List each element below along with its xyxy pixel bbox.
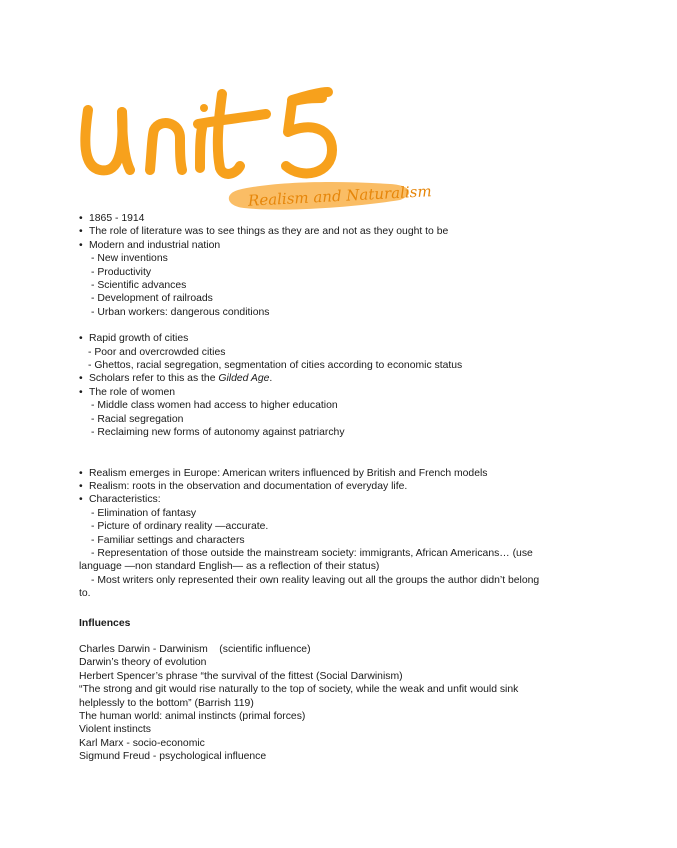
bullet-dates: • 1865 - 1914: [79, 212, 619, 225]
influence-evolution: Darwin’s theory of evolution: [79, 657, 207, 669]
influence-quote-line2: helplessly to the bottom” (Barrish 119): [79, 697, 254, 709]
unit-title: [85, 92, 332, 174]
influences-heading: Influences: [79, 617, 131, 629]
subitem-urban-workers: - Urban workers: dangerous conditions: [91, 306, 270, 318]
subitem-representation-line2: language —non standard English— as a reflection of their status): [79, 561, 380, 573]
subitem-fantasy: - Elimination of fantasy: [91, 507, 197, 519]
subitem-overcrowded-cities: - Poor and overcrowded cities: [88, 346, 226, 358]
subitem-racial-segregation: - Racial segregation: [91, 413, 184, 425]
influence-darwin: Charles Darwin - Darwinism (scientific influence): [79, 643, 311, 655]
subitem-higher-education: - Middle class women had access to higher education: [91, 400, 338, 412]
subitem-new-inventions: - New inventions: [91, 253, 168, 265]
influence-freud: Sigmund Freud - psychological influence: [79, 751, 267, 763]
subitem-familiar-settings: - Familiar settings and characters: [91, 534, 245, 546]
influence-violent-instincts: Violent instincts: [79, 724, 152, 736]
subitem-autonomy: - Reclaiming new forms of autonomy against patriarchy: [91, 427, 345, 439]
subitem-railroads: - Development of railroads: [91, 293, 213, 305]
bullet-gilded-age: • Scholars refer to this as the Gilded Age.: [79, 372, 619, 385]
notes-body: [79, 212, 619, 764]
subitem-most-writers-line2: to.: [79, 588, 91, 600]
subitem-productivity: - Productivity: [91, 266, 152, 278]
influence-marx: Karl Marx - socio-economic: [79, 737, 205, 749]
unit-subtitle: Realism and Naturalism: [247, 182, 433, 210]
subitem-most-writers-line1: - Most writers only represented their own reality leaving out all the groups the author didn’t belong: [91, 574, 540, 586]
subitem-ordinary-reality: - Picture of ordinary reality —accurate.: [91, 521, 269, 533]
subitem-ghettos: - Ghettos, racial segregation, segmentation of cities according to economic status: [88, 360, 463, 372]
subitem-representation-line1: - Representation of those outside the mainstream society: immigrants, African Americans… (use: [91, 547, 533, 559]
bullet-realism-europe: • Realism emerges in Europe: American writers influenced by British and French models: [79, 467, 619, 480]
bullet-growth-of-cities: • Rapid growth of cities: [79, 332, 619, 345]
gilded-age-term: Gilded Age: [218, 373, 270, 385]
bullet-role-of-literature: • The role of literature was to see things as they are and not as they ought to be: [79, 225, 619, 238]
bullet-characteristics: • Characteristics:: [79, 493, 619, 506]
bullet-modern-nation: • Modern and industrial nation: [79, 239, 619, 252]
subitem-scientific-advances: - Scientific advances: [91, 280, 187, 292]
unit-title-artwork: [60, 78, 440, 218]
bullet-realism-roots: • Realism: roots in the observation and documentation of everyday life.: [79, 480, 619, 493]
influence-spencer: Herbert Spencer’s phrase “the survival of the fittest (Social Darwinism): [79, 670, 403, 682]
bullet-role-of-women: • The role of women: [79, 386, 619, 399]
influence-human-world: The human world: animal instincts (primal forces): [79, 711, 306, 722]
influence-quote-line1: “The strong and git would rise naturally to the top of society, while the weak and unfit would sink: [79, 684, 519, 696]
